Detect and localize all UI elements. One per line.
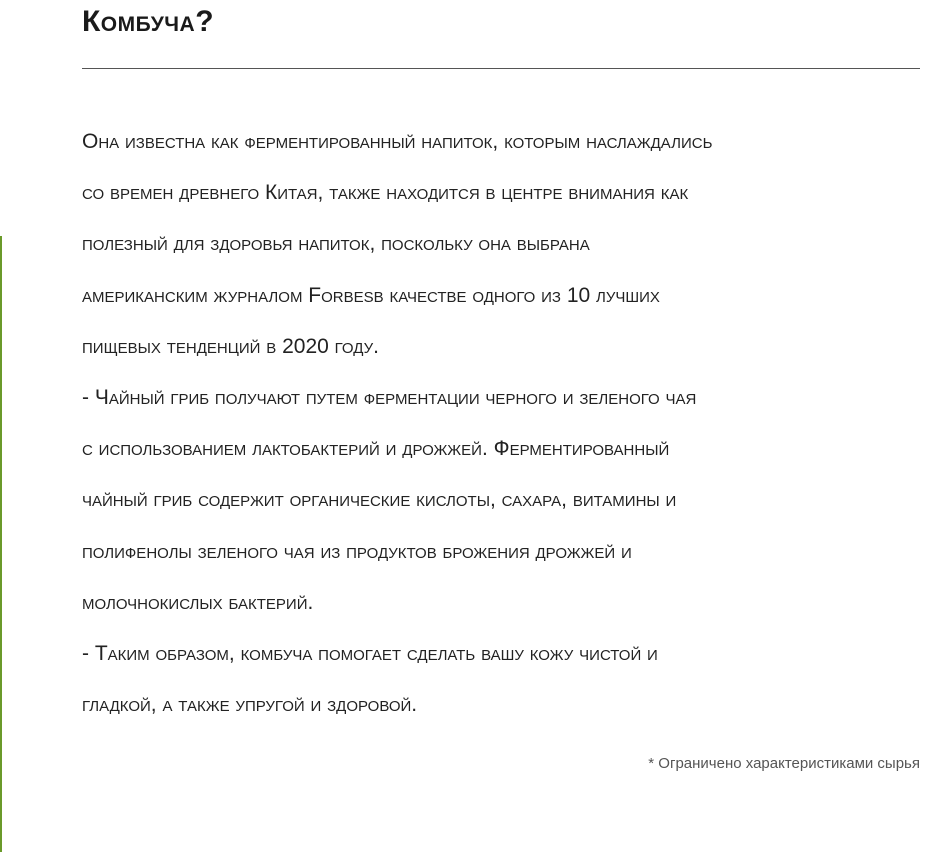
text-line: гладкой, а также упругой и здоровой. xyxy=(82,693,418,717)
text-line: чайный гриб содержит органические кислоты, сахара, витамины и xyxy=(82,488,677,512)
text-line: со времен древнего Китая, также находится в центре внимания как xyxy=(82,181,689,205)
text-line: пищевых тенденций в 2020 году. xyxy=(82,334,379,358)
text-line: американским журналом Forbesв качестве одного из 10 лучших xyxy=(82,283,660,307)
left-accent-bar xyxy=(0,236,2,852)
footnote: * Ограничено характеристиками сырья xyxy=(648,755,920,772)
text-line: Она известна как ферментированный напиток, которым наслаждались xyxy=(82,130,713,153)
text-line: - Чайный гриб получают путем ферментации черного и зеленого чая xyxy=(82,386,697,410)
text-line: молочнокислых бактерий. xyxy=(82,590,314,614)
text-line: полезный для здоровья напиток, поскольку она выбрана xyxy=(82,232,590,256)
title-divider xyxy=(82,68,920,69)
text-line: полифенолы зеленого чая из продуктов брожения дрожжей и xyxy=(82,539,632,563)
description-text xyxy=(82,116,952,730)
page-title: Комбуча? xyxy=(82,5,215,38)
text-line: с использованием лактобактерий и дрожжей. Ферментированный xyxy=(82,437,670,461)
text-line: - Таким образом, комбуча помогает сделать вашу кожу чистой и xyxy=(82,642,658,666)
